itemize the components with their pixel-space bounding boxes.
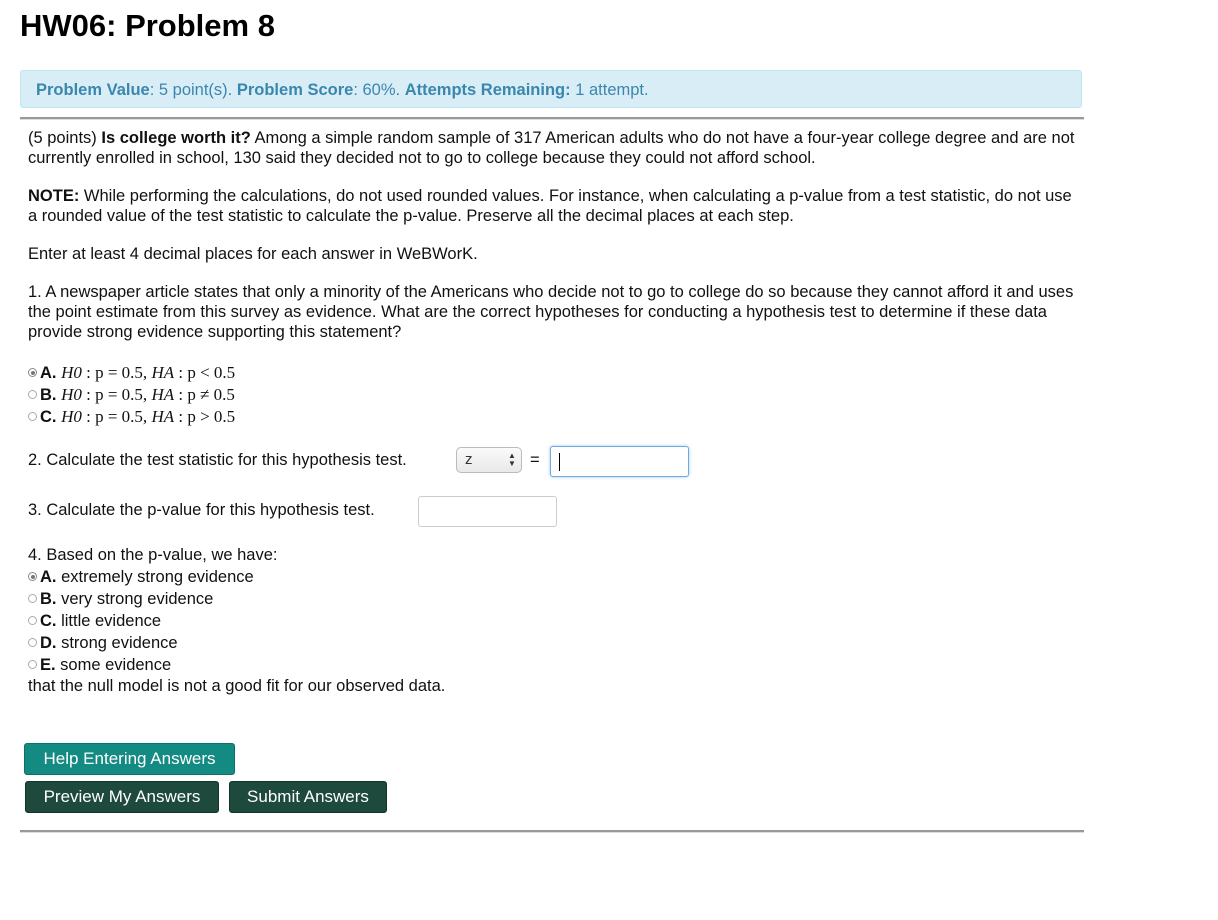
q4-option-e-letter: E. [40, 656, 56, 674]
q1-option-a-radio[interactable] [28, 368, 37, 377]
text-caret [559, 453, 560, 471]
question-3-row [28, 494, 728, 526]
page-title: HW06: Problem 8 [20, 8, 275, 43]
problem-score-text: : 60%. [353, 81, 405, 99]
bottom-divider [20, 830, 1084, 833]
problem-value-label: Problem Value [36, 81, 150, 99]
q4-option-b-radio[interactable] [28, 594, 37, 603]
test-statistic-select-value: z [465, 451, 473, 468]
q4-option-a-text: extremely strong evidence [56, 568, 254, 586]
q1-a-ha: HA [151, 363, 175, 382]
q1-c-h0-val: : p = 0.5, [81, 407, 152, 426]
q1-option-c-math [61, 407, 235, 426]
q4-option-a-letter: A. [40, 568, 57, 586]
test-statistic-select[interactable] [456, 447, 522, 473]
question-2: 2. Calculate the test statistic for this hypothesis test. [28, 451, 407, 469]
intro-heading: Is college worth it? [101, 129, 251, 147]
q4-option-a[interactable] [28, 566, 254, 588]
decimal-note: Enter at least 4 decimal places for each answer in WeBWorK. [28, 245, 478, 263]
q1-option-a-letter: A. [40, 364, 57, 382]
q1-a-h0-val: : p = 0.5, [81, 363, 152, 382]
q1-b-ha-val: : p ≠ 0.5 [174, 385, 235, 404]
top-divider [20, 117, 1084, 120]
q4-option-b-letter: B. [40, 590, 57, 608]
q1-c-ha: HA [151, 407, 175, 426]
q4-option-c-text: little evidence [56, 612, 162, 630]
preview-answers-button[interactable]: Preview My Answers [25, 781, 219, 813]
question-4: 4. Based on the p-value, we have: [28, 546, 278, 564]
help-entering-answers-button[interactable]: Help Entering Answers [24, 743, 235, 775]
q4-option-e[interactable] [28, 654, 171, 676]
q4-option-d[interactable] [28, 632, 178, 654]
q4-option-c-radio[interactable] [28, 616, 37, 625]
p-value-input[interactable] [418, 496, 557, 527]
q4-option-b-text: very strong evidence [56, 590, 214, 608]
question-1: 1. A newspaper article states that only a minority of the Americans who decide not to go to college do so because they cannot afford it and uses the point estimate from this survey as evidence. What are the correct hypotheses for conducting a hypothesis test to determine if these data provide strong evidence supporting this statement? [28, 283, 1074, 341]
q1-option-c-letter: C. [40, 408, 57, 426]
problem-value-text: : 5 point(s). [149, 81, 237, 99]
q4-option-c-letter: C. [40, 612, 57, 630]
q1-option-b-math [61, 385, 235, 404]
q1-a-ha-val: : p < 0.5 [174, 363, 236, 382]
q4-option-e-text: some evidence [55, 656, 172, 674]
q4-option-d-radio[interactable] [28, 638, 37, 647]
q1-c-ha-val: : p > 0.5 [174, 407, 236, 426]
note-text: While performing the calculations, do not used rounded values. For instance, when calculating a p-value from a test statistic, do not use a rounded value of the test statistic to calculate the p-value. Preserve all the decimal places at each step. [28, 187, 1072, 225]
question-3: 3. Calculate the p-value for this hypothesis test. [28, 501, 375, 519]
problem-score-label: Problem Score [236, 81, 354, 99]
q1-option-c-radio[interactable] [28, 412, 37, 421]
q4-option-c[interactable] [28, 610, 161, 632]
q1-b-h0: H0 [61, 385, 82, 404]
question-2-row [28, 444, 728, 476]
problem-intro [28, 128, 1078, 168]
attempts-remaining-label: Attempts Remaining: [404, 81, 571, 99]
question-4-tail: that the null model is not a good fit for our observed data. [28, 677, 446, 695]
q1-option-c[interactable] [28, 406, 235, 428]
q1-option-a-math [61, 363, 235, 382]
problem-note [28, 186, 1078, 226]
q1-option-b[interactable] [28, 384, 235, 406]
select-arrows-icon: ▲ ▼ [508, 451, 516, 468]
test-statistic-input[interactable] [550, 446, 689, 477]
equals-sign: = [530, 451, 540, 469]
q4-option-a-radio[interactable] [28, 572, 37, 581]
q1-a-h0: H0 [61, 363, 82, 382]
q4-option-e-radio[interactable] [28, 660, 37, 669]
q1-c-h0: H0 [61, 407, 82, 426]
note-label: NOTE: [28, 187, 80, 205]
intro-points: (5 points) [28, 129, 102, 147]
submit-answers-button[interactable]: Submit Answers [229, 781, 387, 813]
attempts-remaining-text: 1 attempt. [570, 81, 649, 99]
q4-option-d-text: strong evidence [56, 634, 178, 652]
q1-option-b-letter: B. [40, 386, 57, 404]
q4-option-b[interactable] [28, 588, 213, 610]
q4-option-d-letter: D. [40, 634, 57, 652]
q1-option-b-radio[interactable] [28, 390, 37, 399]
q1-option-a[interactable] [28, 362, 235, 384]
q1-b-ha: HA [151, 385, 175, 404]
problem-info-bar [20, 70, 1082, 108]
intro-text: Among a simple random sample of 317 American adults who do not have a four-year college degree and are not currently enrolled in school, 130 said they decided not to go to college because they could not afford school. [28, 129, 1075, 167]
q1-b-h0-val: : p = 0.5, [81, 385, 152, 404]
